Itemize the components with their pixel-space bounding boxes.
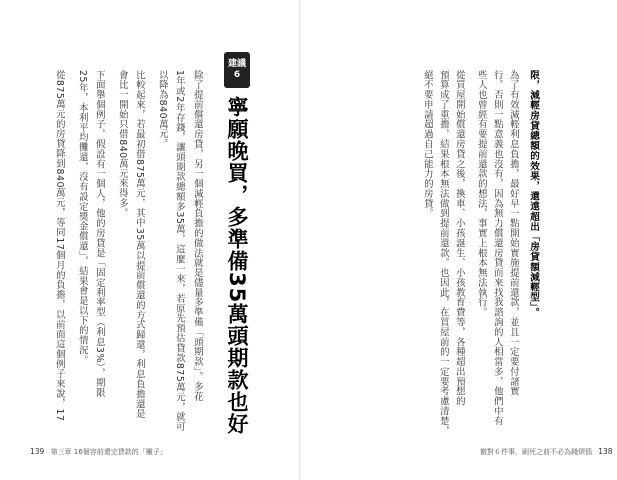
right-paragraph-line: 絕不要申請超過自己能力的房貸。	[421, 70, 433, 219]
left-page-number: 139	[30, 447, 45, 456]
badge-label: 建議	[227, 59, 246, 69]
suggestion-badge	[224, 52, 250, 88]
left-footer	[26, 447, 167, 457]
left-paragraph-line: 從875萬元的房貸降到840萬元，等同17個月的負擔，以前面這個例子來說，17	[53, 70, 65, 422]
section-heading: 寧願晚買，多準備35萬頭期款也好	[225, 96, 249, 436]
right-paragraph-line: 些人也曾經有要提前還款的想法，事實上根本無法執行。	[475, 70, 487, 318]
left-footer-chapter: 第三章	[50, 448, 72, 456]
left-paragraph-line: 下面舉個例子，假設有一個人，他的房貸是「固定利率型（利息3%），期限	[93, 70, 105, 398]
left-paragraph-line: 以降為840萬元。	[156, 70, 168, 149]
right-page-number: 138	[598, 447, 613, 456]
right-paragraph-line: 行。否則一點意義也沒有，因為無力償還房貸而來找我諮詢的人相當多，他們中有	[491, 70, 503, 427]
left-footer-title: 16個容前還完貸款的「撇子」	[73, 448, 167, 456]
left-paragraph-line: 會比一開始只借840萬元來得多。	[116, 70, 128, 218]
left-paragraph-line: 比較起來，若最初借875萬元，其中35萬以提前償還的方式歸還，利息負擔還是	[133, 70, 145, 419]
left-paragraph-line: 除了提前償還房貸，另一個減輕負擔的做法就是儘量多準備「頭期款」。多花	[191, 70, 203, 402]
right-bold-line: 限，減輕房貸總額的效果，還遠超出「房貸額減輕型」。	[528, 70, 539, 318]
right-paragraph-line: 為了有效減輕利息負擔，最好早一點開始實施提前還款，並且一定要付諸實	[507, 70, 519, 397]
left-paragraph-line: 25年，本利平均攤還，沒有設定獎金償還」，結果會是以下的情況。	[76, 70, 88, 366]
right-page	[300, 0, 613, 480]
left-paragraph-line: 1年或2年存錢，讓頭期款總額多35萬，這麼一來，若原先預估貸款875萬元，就可	[173, 70, 185, 432]
right-paragraph-line: 從買屋開始償還房貸之後，換車、小孩誕生、小孩教育費等，各種超出預想的	[453, 70, 465, 407]
right-footer-title: 撤對６件事，刷死之前不必為錢煩惱	[480, 448, 592, 456]
left-page	[0, 0, 300, 480]
right-footer	[480, 447, 617, 457]
right-paragraph-line: 預算成了重擔，結果根本無法做到提前還款。也因此，在買屋前的一定要考慮清楚，	[437, 70, 449, 436]
badge-number: 6	[233, 70, 241, 80]
